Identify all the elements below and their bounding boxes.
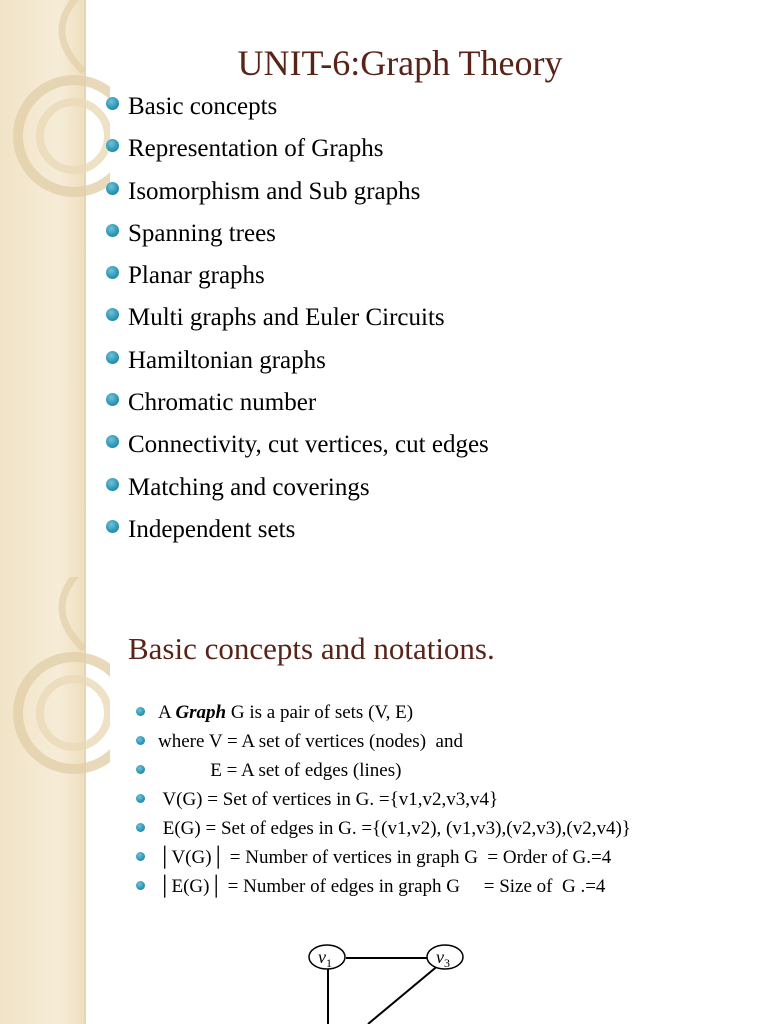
node-sub-v3: 3 <box>444 956 450 970</box>
topic-list <box>104 88 489 553</box>
bullet-icon <box>136 881 145 890</box>
topic-label: Isomorphism and Sub graphs <box>128 177 421 205</box>
list-item <box>104 299 489 341</box>
notation-list <box>136 700 631 903</box>
bullet-icon <box>106 393 119 406</box>
bullet-icon <box>106 224 119 237</box>
bullet-icon <box>106 139 119 152</box>
bullet-icon <box>106 520 119 533</box>
list-item <box>136 816 631 845</box>
bullet-icon <box>136 794 145 803</box>
list-item <box>136 758 631 787</box>
topic-label: Representation of Graphs <box>128 135 384 163</box>
topic-label: Independent sets <box>128 515 296 543</box>
topic-label: Planar graphs <box>128 262 265 290</box>
slide-title: Basic concepts and notations. <box>128 631 495 666</box>
decorative-circles <box>0 577 110 1024</box>
bullet-icon <box>106 351 119 364</box>
list-item <box>104 426 489 468</box>
topic-label: Matching and coverings <box>128 473 370 501</box>
bullet-icon <box>136 707 145 716</box>
topic-label: Spanning trees <box>128 219 276 247</box>
list-item <box>104 257 489 299</box>
topic-label: Connectivity, cut vertices, cut edges <box>128 431 489 459</box>
list-item <box>104 342 489 384</box>
list-item <box>104 88 489 130</box>
list-item <box>104 130 489 172</box>
example-graph-diagram <box>290 932 490 1024</box>
bullet-icon <box>136 736 145 745</box>
bullet-icon <box>136 852 145 861</box>
list-item <box>136 729 631 758</box>
list-item <box>136 700 631 729</box>
list-item <box>104 384 489 426</box>
topic-label: Multi graphs and Euler Circuits <box>128 304 445 332</box>
definition-suffix: G is a pair of sets (V, E) <box>226 702 414 723</box>
bullet-icon <box>106 266 119 279</box>
list-item <box>136 874 631 903</box>
topic-label: Hamiltonian graphs <box>128 346 326 374</box>
graph-term: Graph <box>175 702 227 723</box>
bullet-icon <box>106 97 119 110</box>
slide-title: UNIT-6:Graph Theory <box>237 43 563 83</box>
graph-edge <box>368 964 440 1024</box>
notation-text: │E(G)│ = Number of edges in graph G = Size of G .=4 <box>158 876 606 897</box>
list-item <box>136 845 631 874</box>
notation-text: where V = A set of vertices (nodes) and <box>158 731 463 752</box>
definition-prefix: A <box>158 702 176 723</box>
notation-text: E(G) = Set of edges in G. ={(v1,v2), (v1,v3),(v2,v3),(v2,v4)} <box>158 818 631 839</box>
bullet-icon <box>136 823 145 832</box>
node-sub-v1: 1 <box>326 956 332 970</box>
bullet-icon <box>106 182 119 195</box>
list-item <box>104 215 489 257</box>
bullet-icon <box>136 765 145 774</box>
list-item <box>104 511 489 553</box>
list-item <box>104 469 489 511</box>
bullet-icon <box>106 435 119 448</box>
slide-basic-concepts <box>0 577 768 1024</box>
notation-text: │V(G)│ = Number of vertices in graph G = Order of G.=4 <box>158 847 612 868</box>
node-label-v1: v <box>318 947 326 967</box>
topic-label: Chromatic number <box>128 389 317 417</box>
list-item <box>136 787 631 816</box>
node-label-v3: v <box>436 947 444 967</box>
notation-text: E = A set of edges (lines) <box>158 760 402 781</box>
bullet-icon <box>106 478 119 491</box>
bullet-icon <box>106 308 119 321</box>
list-item <box>104 173 489 215</box>
topic-label: Basic concepts <box>128 93 278 120</box>
decorative-circles <box>0 0 110 577</box>
notation-text: V(G) = Set of vertices in G. ={v1,v2,v3,v4} <box>158 789 499 810</box>
